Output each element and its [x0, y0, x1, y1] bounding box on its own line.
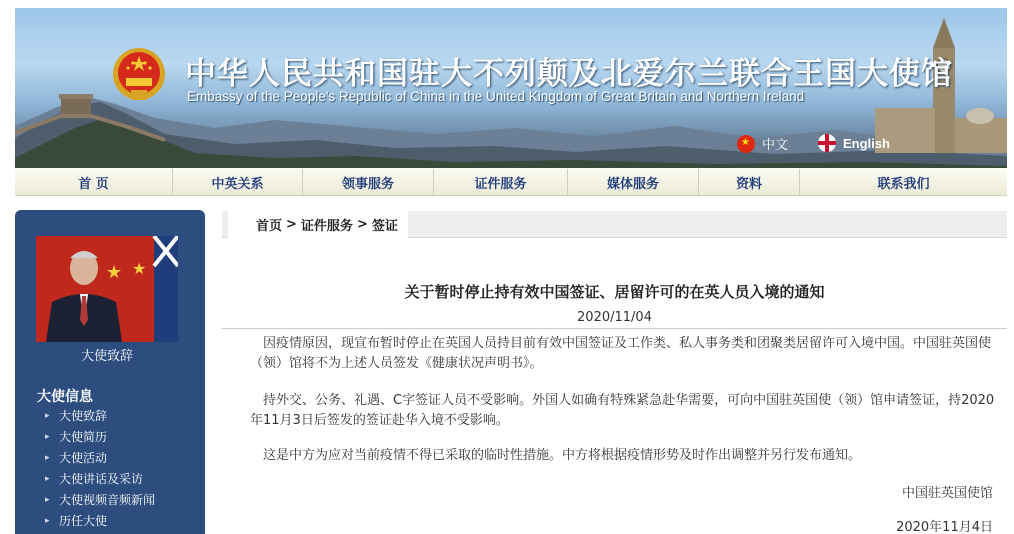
ambassador-speech-caption[interactable]: 大使致辞 — [36, 343, 178, 371]
article-paragraph: 持外交、公务、礼遇、C字签证人员不受影响。外国人如确有特殊紧急赴华需要，可向中国驻英国使（领）馆申请签证，持2020年11月3日后签发的签证赴华入境不受影响。 — [250, 393, 995, 428]
site-title-english: Embassy of the People's Republic of China in the United Kingdom of Great Britain and Northern Ireland — [187, 89, 805, 104]
nav-item-home[interactable]: 首 页 — [15, 169, 173, 196]
main-nav — [15, 169, 1007, 196]
sidebar-item-video-audio[interactable]: ▸ 大使视频音频新闻 — [37, 490, 187, 511]
language-chinese-label: 中文 — [762, 137, 789, 152]
nav-item-consular-services[interactable]: 领事服务 — [303, 169, 434, 196]
sidebar-item-interviews[interactable]: ▸ 大使讲话及采访 — [37, 469, 187, 490]
breadcrumb-trail — [228, 211, 408, 238]
article-signature-date: 2020年11月4日 — [896, 520, 993, 534]
nav-item-contact-us[interactable]: 联系我们 — [877, 177, 930, 192]
sidebar-item-former-ambassadors[interactable]: ▸ 历任大使 — [37, 511, 187, 532]
svg-text:★: ★ — [106, 262, 123, 283]
ambassador-menu — [37, 406, 187, 532]
breadcrumb-current[interactable]: 签证 — [371, 219, 398, 234]
breadcrumb-separator: > — [286, 217, 297, 232]
site-title-chinese: 中华人民共和国驻大不列颠及北爱尔兰联合王国大使馆 — [185, 56, 953, 92]
sidebar-item-biography[interactable]: ▸ 大使简历 — [37, 427, 187, 448]
article-date: 2020/11/04 — [577, 310, 652, 325]
breadcrumb-section-link[interactable]: 证件服务 — [300, 219, 353, 234]
breadcrumb-separator: > — [356, 217, 368, 232]
article-signature: 中国驻英国使馆 — [901, 486, 993, 501]
site-banner — [15, 8, 1007, 168]
article-paragraph: 这是中方为应对当前疫情不得已采取的临时性措施。中方将根据疫情形势及时作出调整并另行发布通知。 — [263, 448, 862, 463]
language-english-label: English — [843, 135, 890, 151]
nav-item-resources[interactable]: 资料 — [699, 169, 800, 196]
nav-item-media-services[interactable]: 媒体服务 — [568, 169, 699, 196]
svg-text:★: ★ — [132, 259, 147, 278]
breadcrumb-home-link[interactable]: 首页 — [256, 219, 283, 234]
article-paragraph: 因疫情原因，现宣布暂时停止在英国人员持目前有效中国签证及工作类、私人事务类和团聚类居留许可入境中国。中国驻英国使（领）馆将不为上述人员签发《健康状况声明书》。 — [250, 336, 992, 371]
sidebar — [15, 210, 205, 534]
ambassador-info-heading: 大使信息 — [37, 389, 93, 405]
language-chinese-link[interactable] — [737, 134, 788, 153]
article-divider — [222, 328, 1007, 329]
breadcrumb — [222, 211, 1007, 238]
language-english-link[interactable] — [818, 134, 890, 152]
nav-item-document-services[interactable]: 证件服务 — [434, 169, 568, 196]
article-title: 关于暂时停止持有效中国签证、居留许可的在英人员入境的通知 — [404, 283, 825, 301]
uk-flag-icon — [818, 134, 836, 152]
ambassador-portrait-image — [36, 236, 178, 342]
china-flag-icon: ★ — [737, 135, 755, 153]
nav-item-china-uk-relations[interactable]: 中英关系 — [173, 169, 303, 196]
sidebar-item-speech[interactable]: ▸ 大使致辞 — [37, 406, 187, 427]
ambassador-photo[interactable] — [36, 236, 178, 342]
sidebar-item-activities[interactable]: ▸ 大使活动 — [37, 448, 187, 469]
national-emblem-icon — [111, 46, 167, 104]
